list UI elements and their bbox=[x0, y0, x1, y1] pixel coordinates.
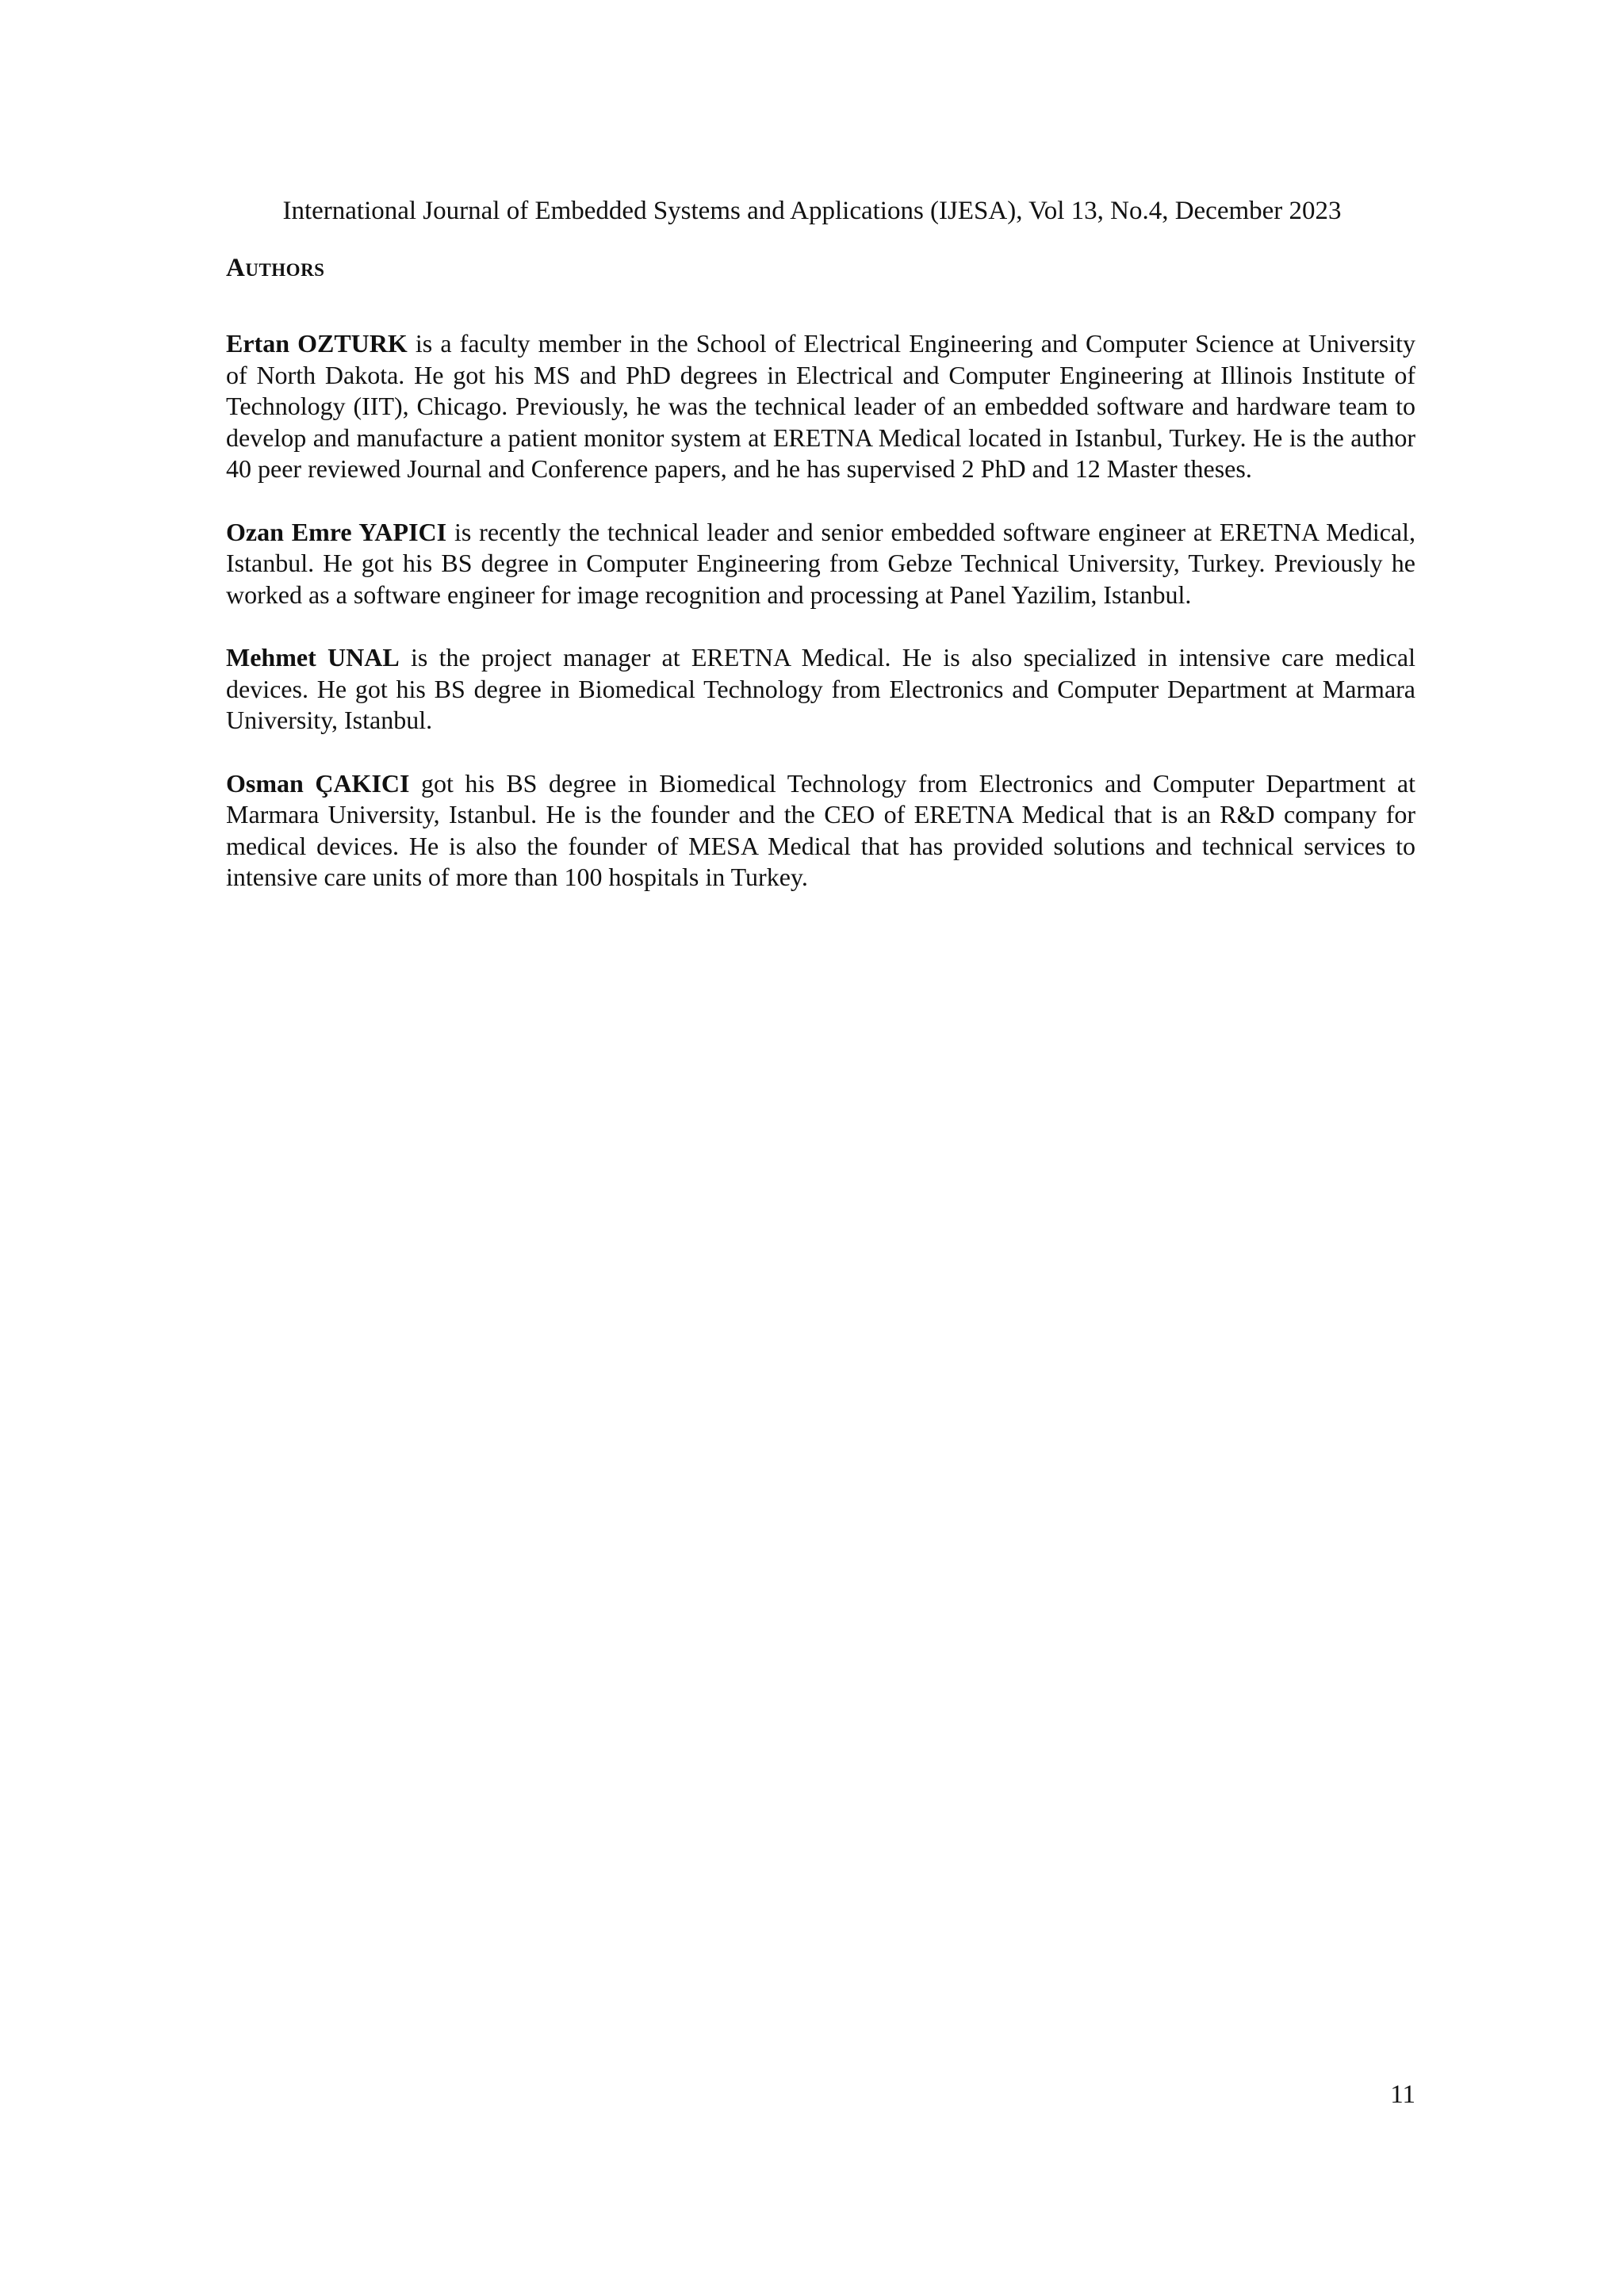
author-bio-text: is recently the technical leader and senior embedded software engineer at ERETNA Medical, Istanbul. He got his BS degree in Computer Engineering from Gebze Technical University, Turkey. Previously he worked as a software engineer for image recognition and processing at Panel Yazilim, Istanbul. bbox=[226, 517, 1415, 609]
authors-section bbox=[226, 252, 1415, 925]
author-bio bbox=[226, 517, 1415, 611]
author-bio bbox=[226, 328, 1415, 485]
author-name: Mehmet UNAL bbox=[226, 643, 400, 672]
author-name: Ertan OZTURK bbox=[226, 329, 408, 358]
page-number: 11 bbox=[1390, 2080, 1415, 2109]
author-bio bbox=[226, 642, 1415, 737]
author-bio-text: got his BS degree in Biomedical Technology from Electronics and Computer Department at Marmara University, Istanbul. He is the founder and the CEO of ERETNA Medical that is an R&D company for medical devices. He is also the founder of MESA Medical that has provided solutions and technical services to intensive care units of more than 100 hospitals in Turkey. bbox=[226, 768, 1416, 891]
author-bio-text: is the project manager at ERETNA Medical. He is also specialized in intensive care medical devices. He got his BS degree in Biomedical Technology from Electronics and Computer Department at Marmara University, Istanbul. bbox=[226, 643, 1416, 734]
author-name: Ozan Emre YAPICI bbox=[226, 517, 447, 546]
author-bio-text: is a faculty member in the School of Electrical Engineering and Computer Science at University of North Dakota. He got his MS and PhD degrees in Electrical and Computer Engineering at Illinois Institute of Technology (IIT), Chicago. Previously, he was the technical leader of an embedded software and hardware team to develop and manufacture a patient monitor system at ERETNA Medical located in Istanbul, Turkey. He is the author 40 peer reviewed Journal and Conference papers, and he has supervised 2 PhD and 12 Master theses. bbox=[226, 329, 1416, 483]
section-heading: Authors bbox=[226, 254, 325, 282]
author-bio bbox=[226, 768, 1415, 894]
running-header: International Journal of Embedded Systems and Applications (IJESA), Vol 13, No.4, December 2023 bbox=[282, 197, 1342, 225]
author-name: Osman ÇAKICI bbox=[226, 768, 410, 798]
